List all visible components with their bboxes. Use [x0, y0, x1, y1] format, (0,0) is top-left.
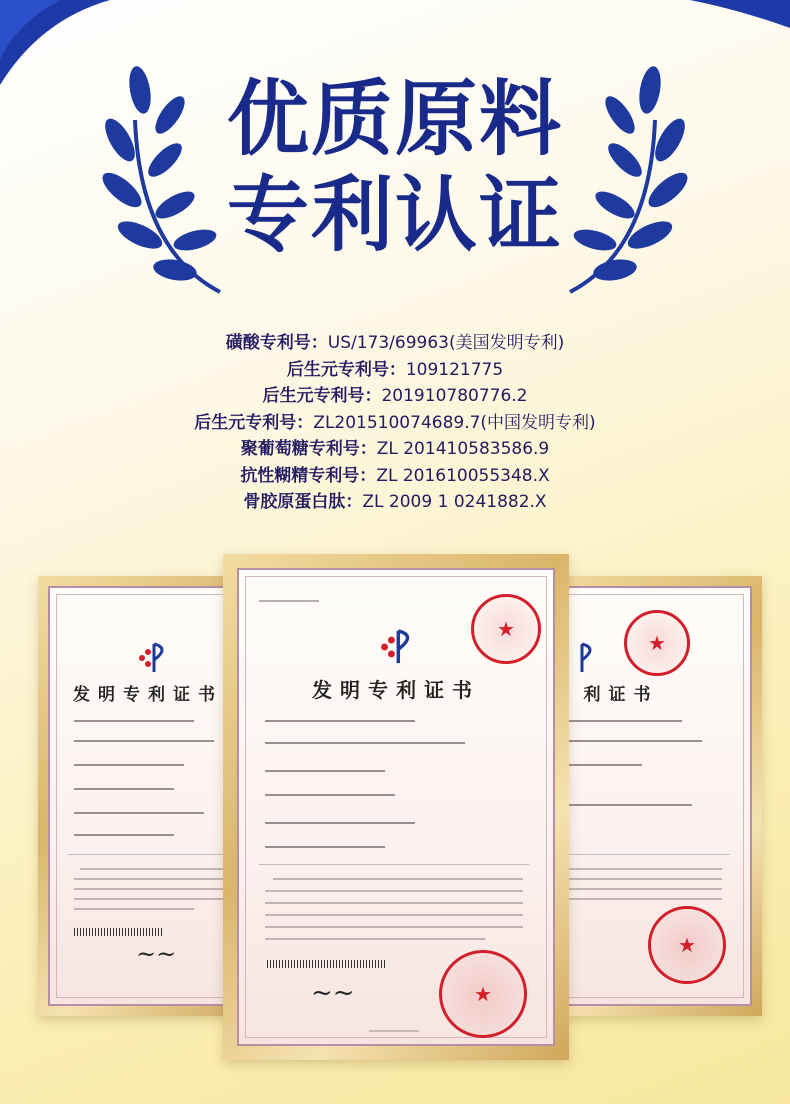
certificate-paper [48, 586, 248, 1006]
certificate-heading: 发明专利证书 [312, 678, 480, 702]
certificate-heading: 发明专利证书 [73, 685, 223, 705]
patent-item: 抗性糊精专利号：ZL 201610055348.X [240, 465, 550, 486]
title-line-2: 专利认证 [226, 168, 563, 263]
patent-item: 骨胶原蛋白肽：ZL 2009 1 0241882.X [243, 492, 547, 512]
official-seal-icon: ★ [439, 950, 527, 1038]
patent-office-logo-icon [132, 638, 172, 678]
certificate-paper [237, 568, 555, 1046]
title-line-1: 优质原料 [226, 72, 563, 167]
signature: ~~ [311, 978, 355, 1008]
patent-item: 后生元专利号：109121775 [286, 359, 504, 380]
official-seal-icon: ★ [471, 594, 541, 664]
certificate-center [223, 554, 569, 1060]
patent-item: 聚葡萄糖专利号：ZL 201410583586.9 [240, 439, 550, 459]
certificate-heading: 利证书 [583, 685, 659, 705]
patent-office-logo-icon [373, 624, 419, 670]
official-seal-icon: ★ [624, 610, 690, 676]
patent-item: 后生元专利号：ZL201510074689.7(中国发明专利) [194, 412, 596, 433]
signature: ~~ [136, 940, 177, 968]
patent-item: 磺酸专利号：US/173/69963(美国发明专利) [225, 333, 565, 353]
patent-list [0, 330, 790, 516]
certificate-paper [550, 586, 752, 1006]
patent-item: 后生元专利号：201910780776.2 [262, 386, 528, 406]
certificate-right [540, 576, 762, 1016]
page-title [0, 72, 790, 264]
official-seal-icon: ★ [648, 906, 726, 984]
